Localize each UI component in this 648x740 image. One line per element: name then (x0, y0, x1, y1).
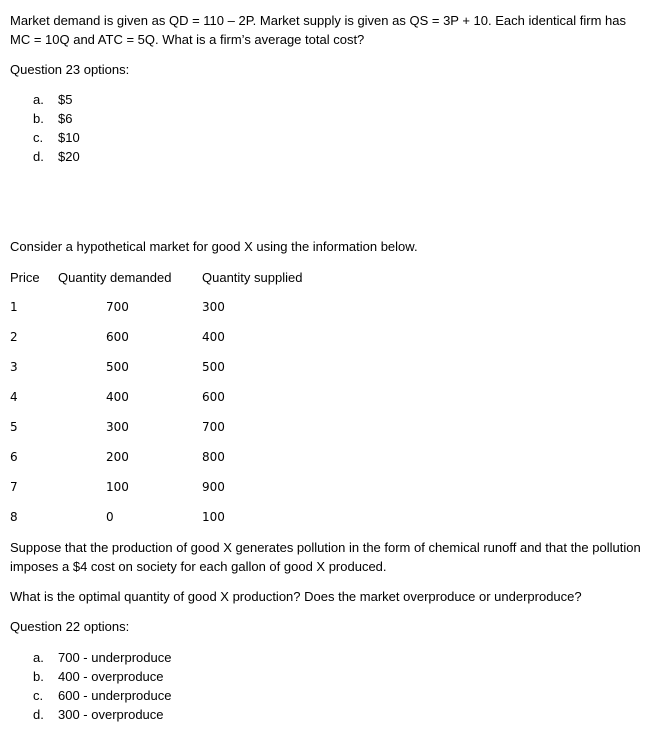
option-letter: a. (33, 650, 44, 665)
table-cell-supplied: 100 (202, 510, 225, 524)
q22-question: What is the optimal quantity of good X production? Does the market overproduce or underproduce? (10, 589, 582, 604)
table-cell-demanded: 300 (106, 420, 129, 434)
table-cell-price: 7 (10, 480, 18, 494)
option-text: $10 (58, 130, 80, 145)
q22-intro: Consider a hypothetical market for good X using the information below. (10, 239, 418, 254)
option-text: 400 - overproduce (58, 669, 164, 684)
option-letter: c. (33, 688, 44, 703)
table-cell-price: 2 (10, 330, 18, 344)
option-letter: b. (33, 669, 44, 684)
table-header-price: Price (10, 270, 40, 285)
table-cell-price: 6 (10, 450, 18, 464)
table-cell-demanded: 700 (106, 300, 129, 314)
option-text: $20 (58, 149, 80, 164)
q22-scenario: Suppose that the production of good X generates pollution in the form of chemical runoff and that the pollution imposes a $4 cost on society for each gallon of good X produced. (10, 540, 641, 574)
table-cell-demanded: 100 (106, 480, 129, 494)
option-letter: d. (33, 707, 44, 722)
table-cell-demanded: 200 (106, 450, 129, 464)
table-cell-demanded: 600 (106, 330, 129, 344)
table-cell-price: 3 (10, 360, 18, 374)
option-text: $5 (58, 92, 73, 107)
table-cell-demanded: 400 (106, 390, 129, 404)
table-cell-supplied: 700 (202, 420, 225, 434)
table-cell-price: 5 (10, 420, 18, 434)
option-text: 600 - underproduce (58, 688, 172, 703)
table-cell-price: 1 (10, 300, 18, 314)
table-cell-supplied: 800 (202, 450, 225, 464)
option-text: $6 (58, 111, 73, 126)
q22-options-label: Question 22 options: (10, 619, 130, 634)
option-letter: d. (33, 149, 44, 164)
q23-stem: Market demand is given as QD = 110 – 2P. Market supply is given as QS = 3P + 10. Each identical firm has MC = 10Q and ATC = 5Q. What is a firm’s average total cost? (10, 13, 627, 47)
table-cell-demanded: 500 (106, 360, 129, 374)
option-text: 700 - underproduce (58, 650, 172, 665)
table-cell-demanded: 0 (106, 510, 114, 524)
option-letter: b. (33, 111, 44, 126)
q23-options-label: Question 23 options: (10, 62, 130, 77)
option-letter: c. (33, 130, 44, 145)
option-text: 300 - overproduce (58, 707, 164, 722)
option-letter: a. (33, 92, 44, 107)
table-cell-supplied: 400 (202, 330, 225, 344)
table-cell-supplied: 500 (202, 360, 225, 374)
table-header-quantity-demanded: Quantity demanded (58, 270, 172, 285)
table-cell-price: 4 (10, 390, 18, 404)
table-cell-price: 8 (10, 510, 18, 524)
table-cell-supplied: 900 (202, 480, 225, 494)
table-cell-supplied: 600 (202, 390, 225, 404)
table-header-quantity-supplied: Quantity supplied (202, 270, 303, 285)
table-cell-supplied: 300 (202, 300, 225, 314)
